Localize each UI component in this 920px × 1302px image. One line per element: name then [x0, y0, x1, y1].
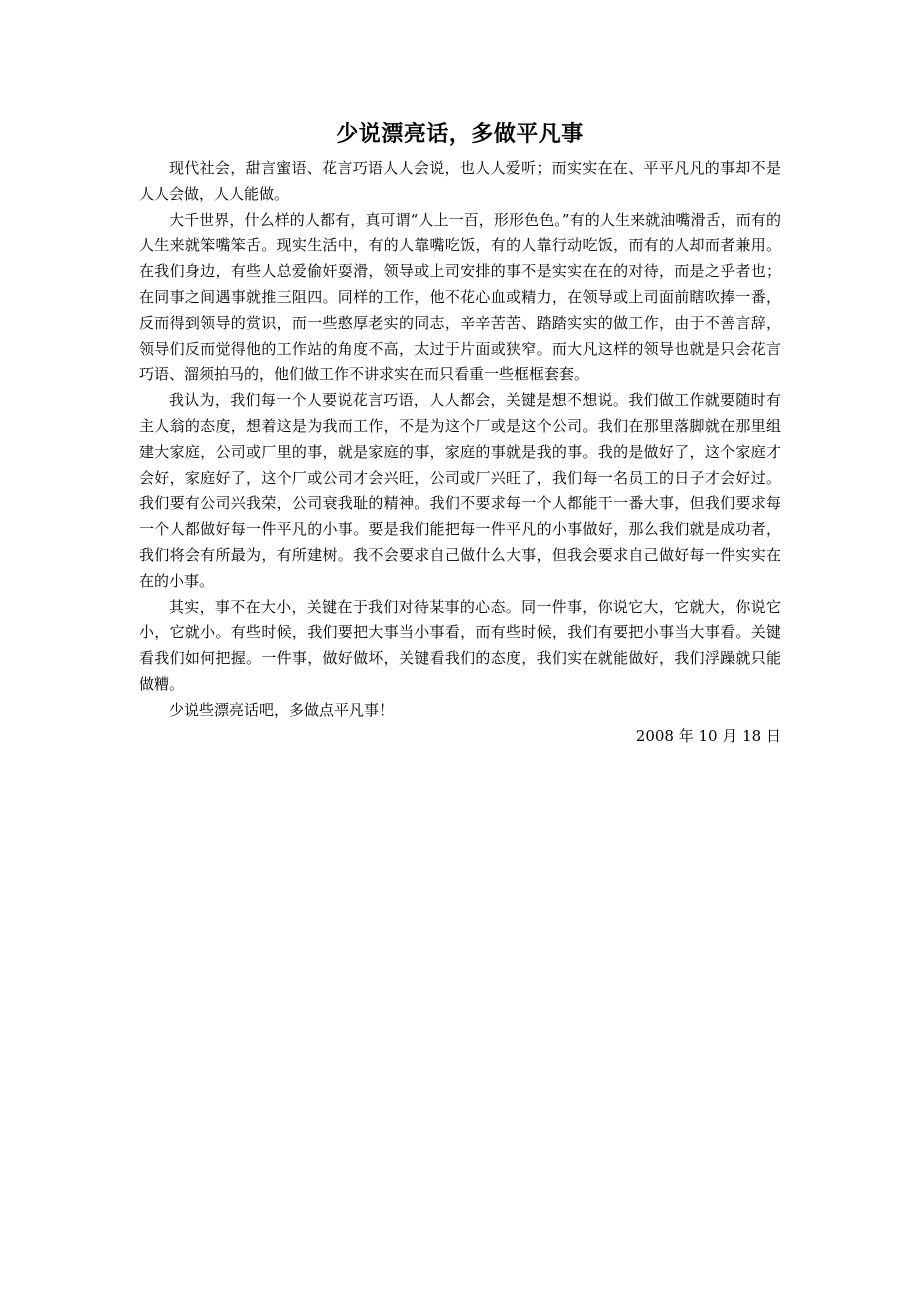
document-title: 少说漂亮话，多做平凡事: [336, 122, 584, 147]
paragraph-attitude: 其实，事不在大小，关键在于我们对待某事的心态。同一件事，你说它大，它就大，你说它小，它就小。有些时候，我们要把大事当小事看，而有些时候，我们有要把小事当大事看。关键看我们如何把握。一件事，做好做坏，关键看我们的态度，我们实在就能做好，我们浮躁就只能做糟。: [139, 597, 781, 693]
document-date: 2008 年 10 月 18 日: [635, 726, 781, 745]
document-page: [139, 118, 781, 749]
paragraph-closing: 少说些漂亮话吧，多做点平凡事！: [169, 700, 395, 719]
paragraph-world: 大千世界，什么样的人都有，真可谓“人上一百，形形色色。”有的人生来就油嘴滑舌，而有的人生来就笨嘴笨舌。现实生活中，有的人靠嘴吃饭，有的人靠行动吃饭，而有的人却而者兼用。在我们身边，有些人总爱偷奸耍滑，领导或上司安排的事不是实实在在的对待，而是之乎者也；在同事之间遇事就推三阻四。同样的工作，他不花心血或精力，在领导或上司面前瞎吹捧一番，反而得到领导的赏识，而一些憨厚老实的同志，辛辛苦苦、踏踏实实的做工作，由于不善言辞，领导们反而觉得他的工作站的角度不高，太过于片面或狭窄。而大凡这样的领导也就是只会花言巧语、溜须拍马的，他们做工作不讲求实在而只看重一些框框套套。: [139, 210, 781, 384]
paragraph-opinion: 我认为，我们每一个人要说花言巧语，人人都会，关键是想不想说。我们做工作就要随时有主人翁的态度，想着这是为我而工作，不是为这个厂或是这个公司。我们在那里落脚就在那里组建大家庭，公司或厂里的事，就是家庭的事，家庭的事就是我的事。我的是做好了，这个家庭才会好，家庭好了，这个厂或公司才会兴旺，公司或厂兴旺了，我们每一名员工的日子才会好过。我们要有公司兴我荣，公司衰我耻的精神。我们不要求每一个人都能干一番大事，但我们要求每一个人都做好每一件平凡的小事。要是我们能把每一件平凡的小事做好，那么我们就是成功者，我们将会有所最为，有所建树。我不会要求自己做什么大事，但我会要求自己做好每一件实实在在的小事。: [139, 391, 781, 590]
paragraph-intro: 现代社会，甜言蜜语、花言巧语人人会说，也人人爱听；而实实在在、平平凡凡的事却不是人人会做，人人能做。: [139, 159, 781, 203]
